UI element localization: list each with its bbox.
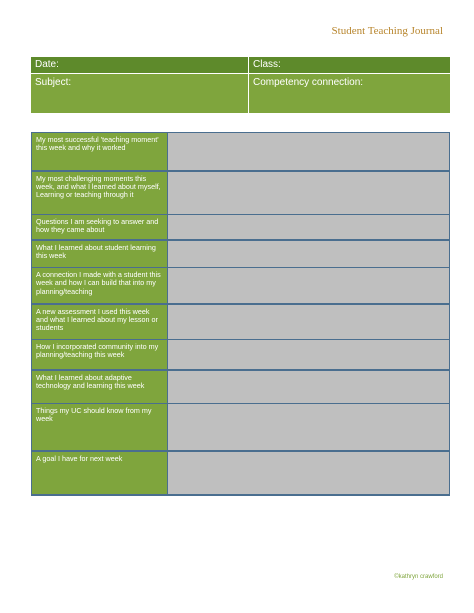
prompt-cell: Questions I am seeking to answer and how they came about: [32, 215, 168, 239]
header-block: [31, 57, 450, 113]
response-cell[interactable]: [168, 340, 449, 369]
response-cell[interactable]: [168, 305, 449, 339]
table-row: [32, 305, 449, 339]
competency-connection-field-label[interactable]: Competency connection:: [253, 77, 364, 88]
table-row: [32, 371, 449, 403]
prompt-cell: My most successful 'teaching moment' this week and why it worked: [32, 133, 168, 170]
header-horizontal-divider: [31, 73, 450, 74]
response-cell[interactable]: [168, 172, 449, 214]
table-row: [32, 133, 449, 170]
response-cell[interactable]: [168, 371, 449, 403]
table-row: [32, 404, 449, 450]
copyright-credit: ©kathryn crawford: [394, 574, 443, 580]
class-field-label[interactable]: Class:: [253, 59, 281, 70]
table-row: [32, 215, 449, 239]
prompt-cell: A goal I have for next week: [32, 452, 168, 495]
prompt-cell: What I learned about adaptive technology and learning this week: [32, 371, 168, 403]
table-row: [32, 268, 449, 303]
response-cell[interactable]: [168, 215, 449, 239]
response-cell[interactable]: [168, 241, 449, 267]
date-field-label[interactable]: Date:: [35, 59, 59, 70]
prompt-cell: My most challenging moments this week, and what I learned about myself, Learning or teaching through it: [32, 172, 168, 214]
prompt-cell: Things my UC should know from my week: [32, 404, 168, 450]
prompt-cell: A connection I made with a student this week and how I can build that into my planning/teaching: [32, 268, 168, 303]
prompt-cell: What I learned about student learning this week: [32, 241, 168, 267]
response-cell[interactable]: [168, 452, 449, 495]
header-top-bar: [31, 57, 450, 73]
table-row: [32, 172, 449, 214]
subject-field-label[interactable]: Subject:: [35, 77, 72, 88]
prompt-cell: A new assessment I used this week and what I learned about my lesson or students: [32, 305, 168, 339]
response-cell[interactable]: [168, 133, 449, 170]
prompt-cell: How I incorporated community into my planning/teaching this week: [32, 340, 168, 369]
table-row: [32, 241, 449, 267]
response-cell[interactable]: [168, 268, 449, 303]
journal-title: Student Teaching Journal: [331, 25, 443, 37]
journal-prompt-table: [31, 132, 450, 496]
header-vertical-divider: [248, 57, 249, 113]
response-cell[interactable]: [168, 404, 449, 450]
table-row: [32, 340, 449, 369]
table-row: [32, 452, 449, 495]
